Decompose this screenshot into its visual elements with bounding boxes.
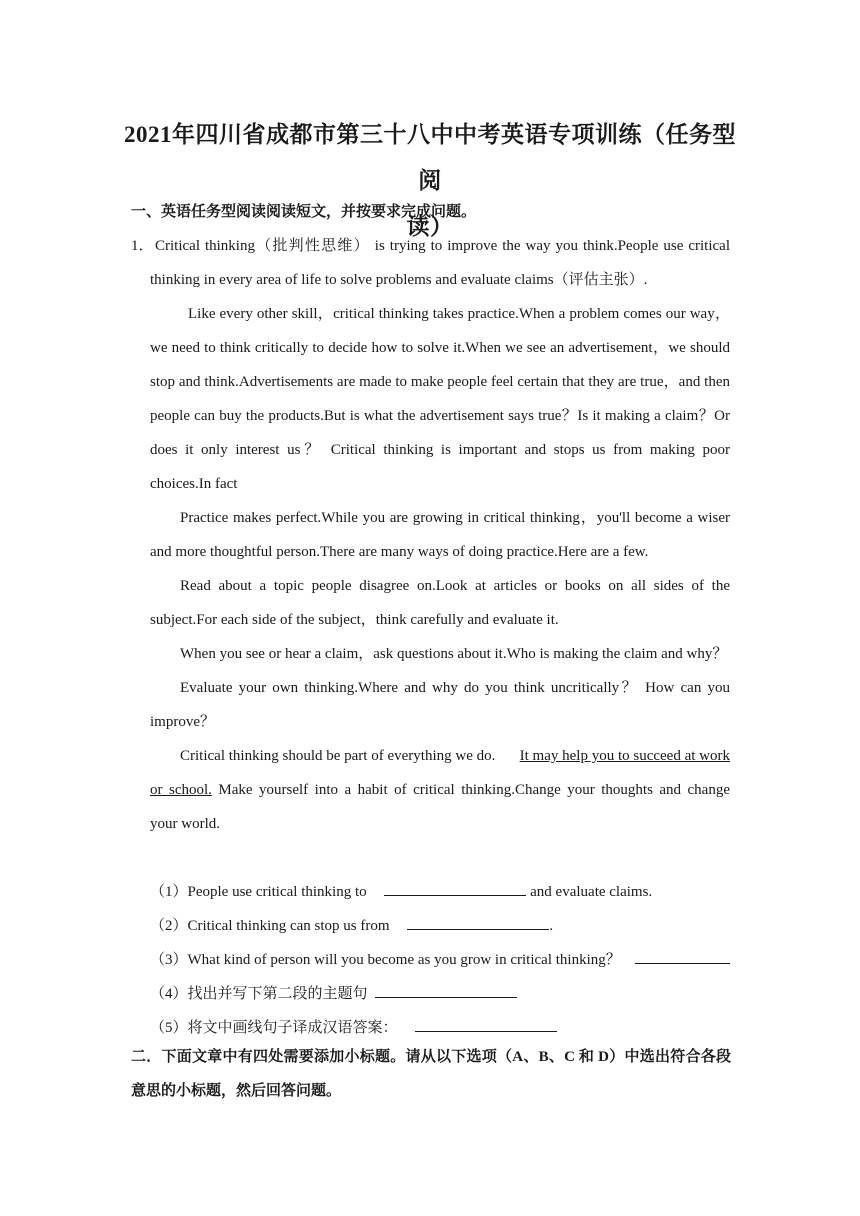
question-5 — [150, 1016, 557, 1038]
passage-line: choices.In fact — [150, 476, 238, 492]
passage-line: thinking in every area of life to solve problems and evaluate claims（评估主张）. — [150, 272, 648, 288]
underlined-sentence: or school. — [150, 782, 212, 798]
question-text: （3）What kind of person will you become as you grow in critical thinking？ — [150, 952, 621, 968]
passage-line: people can buy the products.But is what the advertisement says true？Is it making a claim？Or — [150, 408, 730, 424]
page-title-line-1: 2021年四川省成都市第三十八中中考英语专项训练（任务型阅 — [124, 122, 736, 193]
passage-line: Evaluate your own thinking.Where and why do you think uncritically？ How can you — [180, 680, 730, 696]
passage-line: Practice makes perfect.While you are growing in critical thinking，you'll become a wiser — [180, 510, 730, 526]
section-1-heading: 一、英语任务型阅读阅读短文，并按要求完成问题。 — [131, 204, 477, 220]
underlined-sentence: It may help you to succeed at work — [519, 748, 730, 764]
question-text: （1）People use critical thinking to — [150, 884, 367, 900]
answer-blank-1[interactable] — [384, 880, 526, 896]
question-4 — [150, 982, 517, 1004]
passage-line: stop and think.Advertisements are made to make people feel certain that they are true，and then — [150, 374, 730, 390]
page-title-line-2: 读） — [406, 214, 454, 239]
question-text: （4）找出并写下第二段的主题句 — [150, 986, 368, 1002]
answer-blank-5[interactable] — [415, 1016, 557, 1032]
question-1 — [150, 880, 652, 902]
passage-line: improve？ — [150, 714, 215, 730]
passage-line: Read about a topic people disagree on.Look at articles or books on all sides of the — [180, 578, 730, 594]
passage-line: Critical thinking（批判性思维） is trying to improve the way you think.People use critical — [155, 238, 730, 254]
passage-line — [180, 746, 730, 766]
section-2-heading-line-1: 二．下面文章中有四处需要添加小标题。请从以下选项（A、B、C 和 D）中选出符合各段 — [131, 1049, 731, 1065]
passage-line — [150, 780, 730, 800]
passage-line: and more thoughtful person.There are many ways of doing practice.Here are a few. — [150, 544, 649, 560]
passage-line: does it only interest us？ Critical thinking is important and stops us from making poor — [150, 442, 730, 458]
question-text: （2）Critical thinking can stop us from — [150, 918, 390, 934]
passage-line: your world. — [150, 816, 220, 832]
question-number: 1． — [131, 238, 154, 254]
answer-blank-3[interactable] — [635, 948, 730, 964]
passage-line: Like every other skill，critical thinking takes practice.When a problem comes our way， — [188, 306, 730, 322]
passage-line: When you see or hear a claim，ask questions about it.Who is making the claim and why？ — [180, 646, 728, 662]
question-3 — [150, 948, 730, 970]
passage-line: subject.For each side of the subject，think carefully and evaluate it. — [150, 612, 559, 628]
passage-text: Make yourself into a habit of critical thinking.Change your thoughts and change — [211, 782, 730, 798]
question-2 — [150, 914, 553, 936]
page-title — [120, 112, 740, 250]
question-text-after: and evaluate claims. — [530, 884, 653, 900]
section-2-heading-line-2: 意思的小标题，然后回答问题。 — [131, 1083, 342, 1099]
passage-text: Critical thinking should be part of everything we do. — [180, 748, 496, 764]
answer-blank-2[interactable] — [407, 914, 549, 930]
question-text-after: . — [549, 918, 554, 934]
question-text: （5）将文中画线句子译成汉语答案： — [150, 1020, 398, 1036]
passage-line: we need to think critically to decide how to solve it.When we see an advertisement，we should — [150, 340, 730, 356]
answer-blank-4[interactable] — [375, 982, 517, 998]
